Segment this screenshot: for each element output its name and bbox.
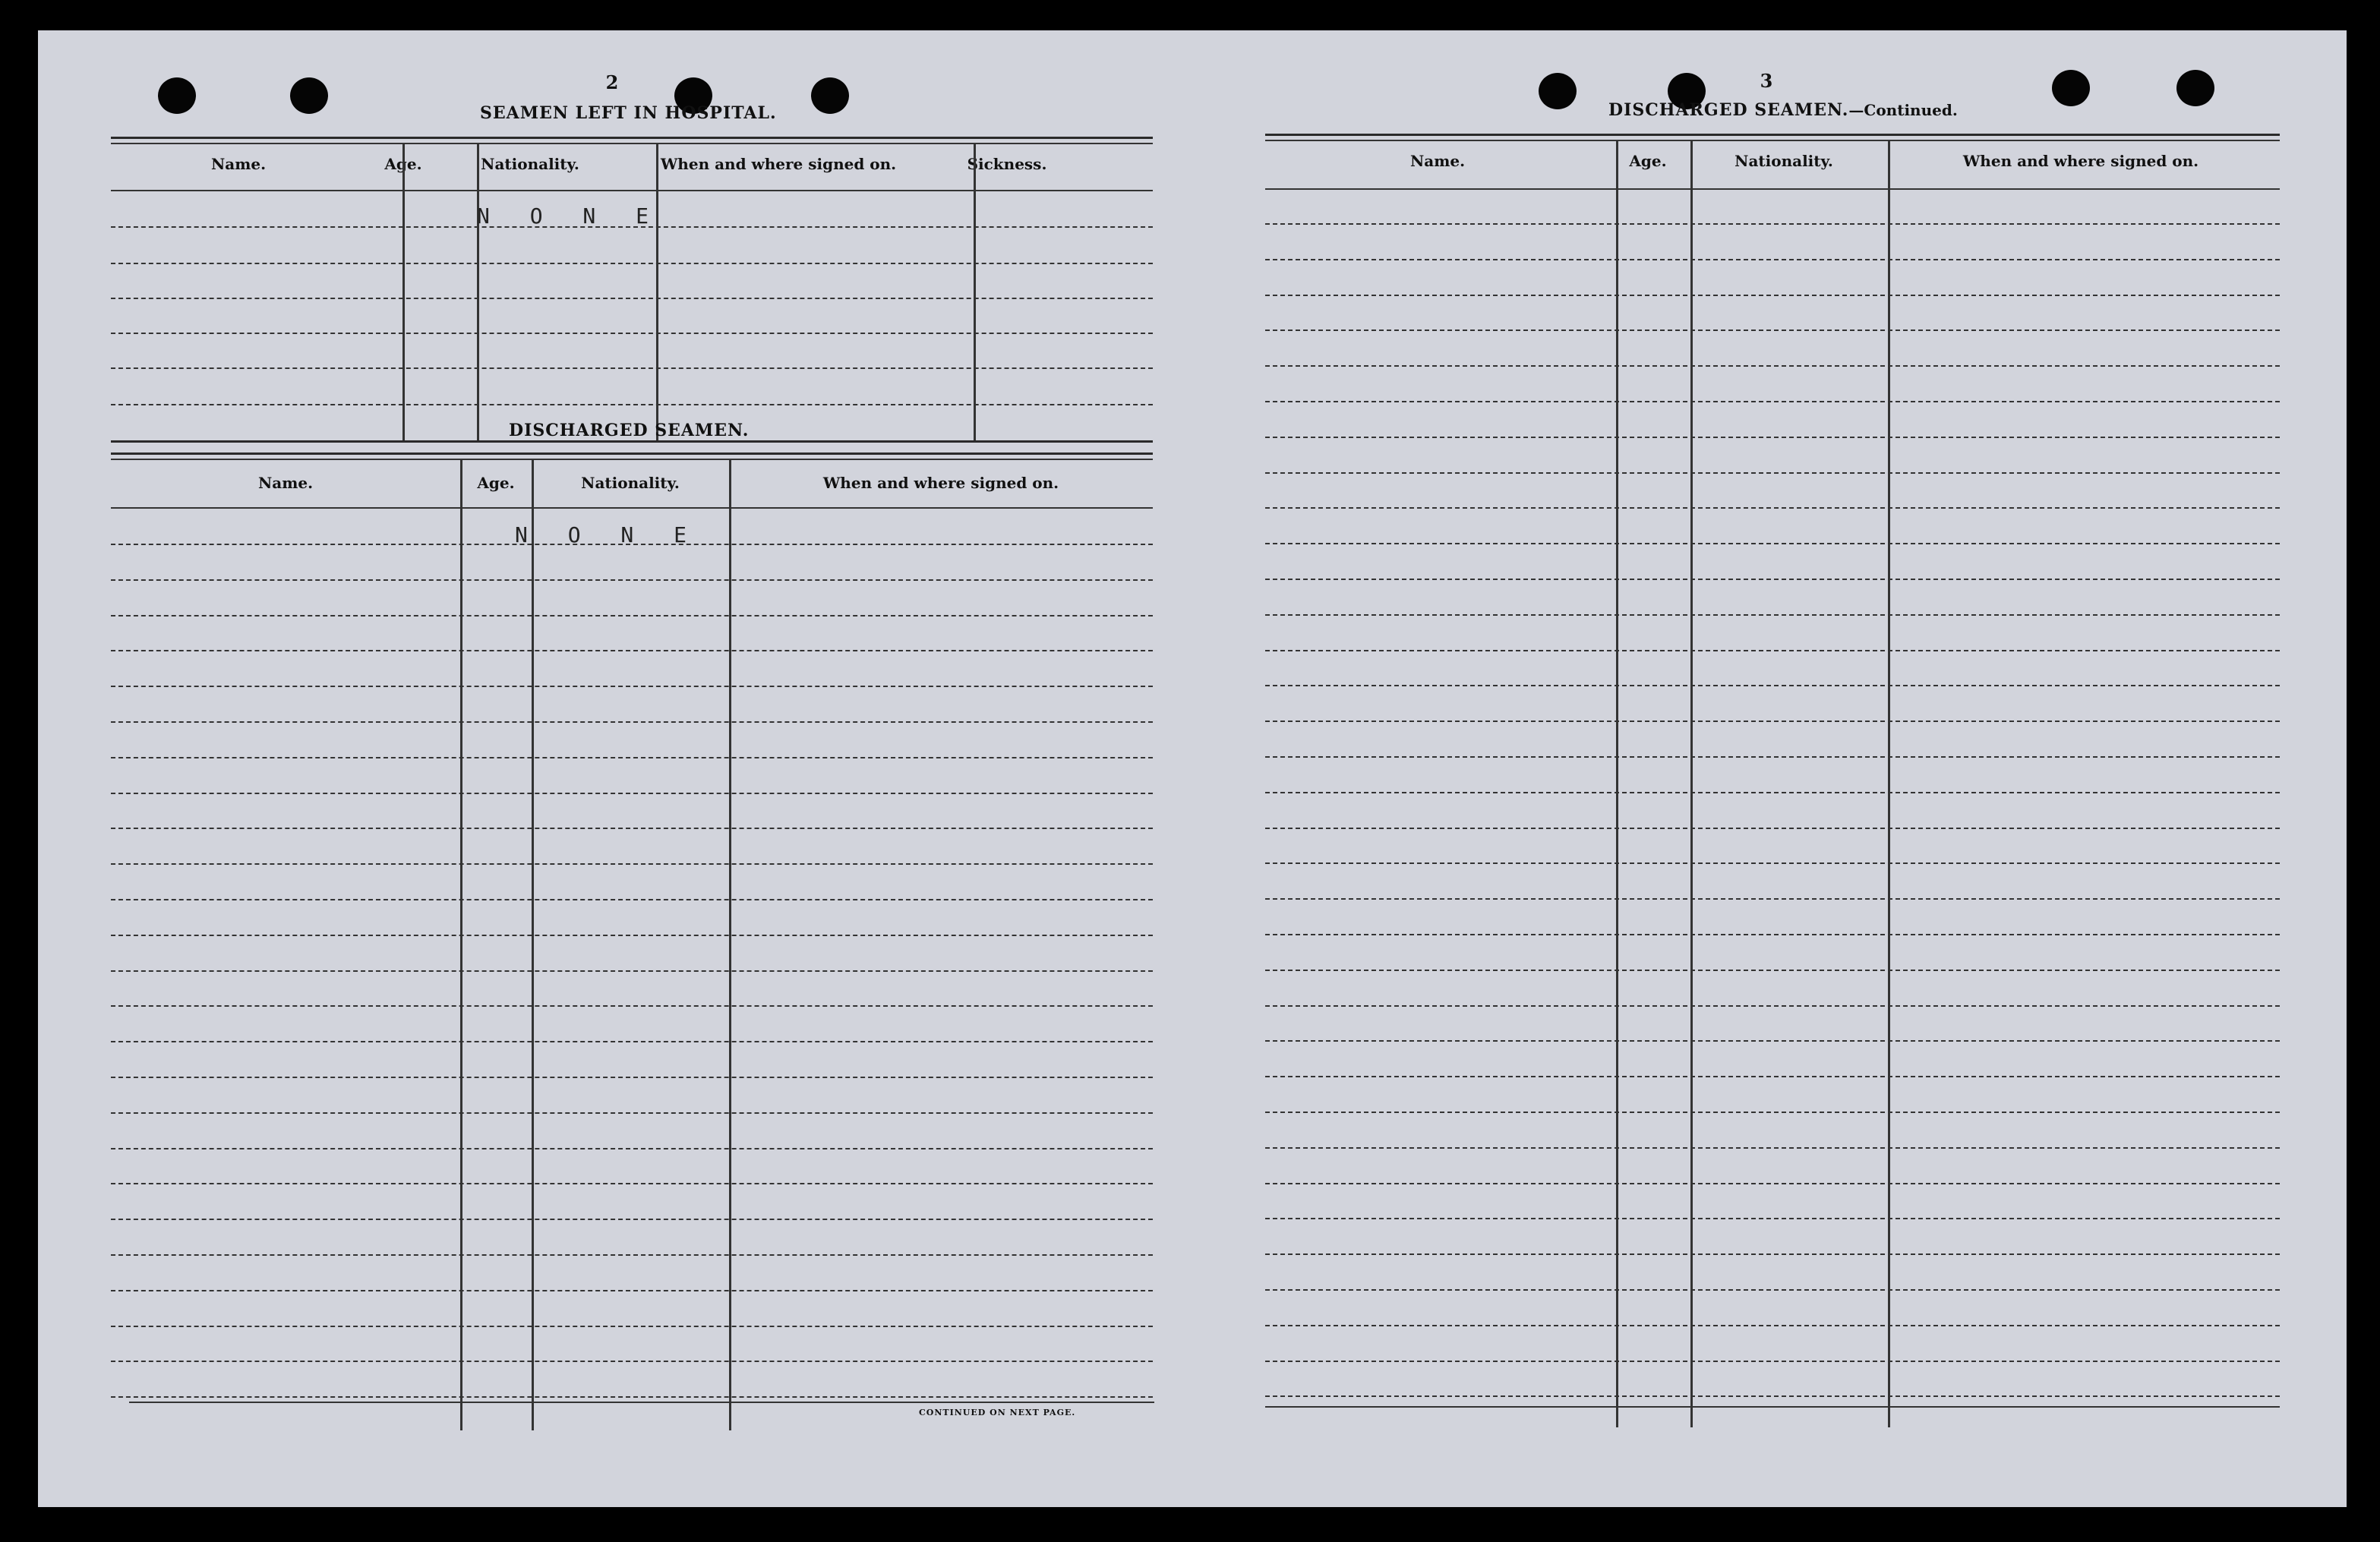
ruled-line <box>111 1361 1153 1362</box>
right-col-name: Name. <box>1409 152 1466 170</box>
ruled-line <box>111 1396 1153 1398</box>
ruled-line <box>1265 543 2280 544</box>
ruled-line <box>1265 472 2280 474</box>
ruled-line <box>1265 898 2280 900</box>
ruled-line <box>1265 1183 2280 1184</box>
ruled-line <box>1265 828 2280 829</box>
ruled-line <box>111 650 1153 651</box>
ruled-line <box>111 1183 1153 1184</box>
hospital-col-nationality: Nationality. <box>481 155 579 173</box>
ruled-line <box>1265 1289 2280 1291</box>
punch-hole <box>811 77 849 114</box>
punch-hole <box>1539 73 1577 109</box>
ruled-line <box>111 1326 1153 1327</box>
ruled-line <box>1265 295 2280 296</box>
right-col-signed-on: When and where signed on. <box>1962 152 2199 170</box>
ruled-line <box>1265 1395 2280 1397</box>
ruled-line <box>1265 259 2280 260</box>
ruled-line <box>1265 437 2280 438</box>
ruled-line <box>111 793 1153 794</box>
discharged-col-signed-on: When and where signed on. <box>822 474 1059 492</box>
right-col-age: Age. <box>1629 152 1667 170</box>
ruled-line <box>1265 507 2280 509</box>
ruled-line <box>1265 792 2280 793</box>
ruled-line <box>1265 401 2280 402</box>
ruled-line <box>1265 1325 2280 1326</box>
ruled-line <box>111 1112 1153 1114</box>
ruled-line <box>1265 365 2280 367</box>
ruled-line <box>111 1041 1153 1042</box>
ruled-line <box>111 757 1153 758</box>
ruled-line <box>111 863 1153 865</box>
right-section-title <box>1608 100 1958 120</box>
discharged-col-name: Name. <box>257 474 314 492</box>
ruled-line <box>111 970 1153 972</box>
hospital-col-name: Name. <box>210 155 267 173</box>
document-sheet <box>38 30 2347 1507</box>
ruled-line <box>111 1077 1153 1078</box>
punch-hole <box>2052 70 2090 106</box>
hospital-col-sickness: Sickness. <box>967 155 1047 173</box>
punch-hole <box>290 77 328 114</box>
page-number-left: 2 <box>605 71 619 93</box>
ruled-line <box>1265 1361 2280 1362</box>
ruled-line <box>111 1005 1153 1007</box>
ruled-line <box>111 1254 1153 1256</box>
hospital-col-signed-on: When and where signed on. <box>660 155 897 173</box>
ruled-line <box>1265 970 2280 971</box>
ruled-line <box>111 686 1153 687</box>
punch-hole <box>2176 70 2214 106</box>
ruled-line <box>1265 330 2280 331</box>
ruled-line <box>1265 223 2280 225</box>
ruled-line <box>111 828 1153 829</box>
ruled-line <box>111 1148 1153 1149</box>
hospital-col-age: Age. <box>384 155 422 173</box>
discharged-col-age: Age. <box>477 474 515 492</box>
ruled-line <box>1265 721 2280 722</box>
ruled-line <box>1265 579 2280 580</box>
ruled-line <box>1265 1040 2280 1042</box>
discharged-entry-none: N O N E <box>515 522 701 547</box>
ruled-line <box>111 1219 1153 1220</box>
discharged-col-nationality: Nationality. <box>581 474 680 492</box>
right-section-title-suffix: —Continued. <box>1848 101 1958 119</box>
ruled-line <box>111 899 1153 900</box>
ruled-line <box>1265 1218 2280 1219</box>
ruled-line <box>1265 1112 2280 1113</box>
ruled-line <box>1265 756 2280 758</box>
hospital-section-title: SEAMEN LEFT IN HOSPITAL. <box>480 103 777 123</box>
ruled-line <box>111 721 1153 723</box>
ruled-line <box>111 615 1153 616</box>
ruled-line <box>1265 650 2280 651</box>
ruled-line <box>111 935 1153 936</box>
page-number-right: 3 <box>1760 70 1773 92</box>
ruled-line <box>1265 862 2280 864</box>
continued-note: CONTINUED ON NEXT PAGE. <box>919 1408 1076 1417</box>
ruled-line <box>1265 685 2280 686</box>
discharged-section-title: DISCHARGED SEAMEN. <box>509 421 750 440</box>
ruled-line <box>1265 1076 2280 1077</box>
ruled-line <box>1265 614 2280 616</box>
right-section-title-text: DISCHARGED SEAMEN. <box>1608 100 1849 120</box>
ruled-line <box>111 579 1153 581</box>
ruled-line <box>111 1290 1153 1291</box>
punch-hole <box>158 77 196 114</box>
ruled-line <box>1265 1253 2280 1255</box>
ruled-line <box>1265 1147 2280 1149</box>
hospital-entry-none: N O N E <box>477 203 663 229</box>
ruled-line <box>1265 1005 2280 1007</box>
ruled-line <box>1265 934 2280 935</box>
ruled-line <box>111 544 1153 545</box>
right-col-nationality: Nationality. <box>1734 152 1833 170</box>
